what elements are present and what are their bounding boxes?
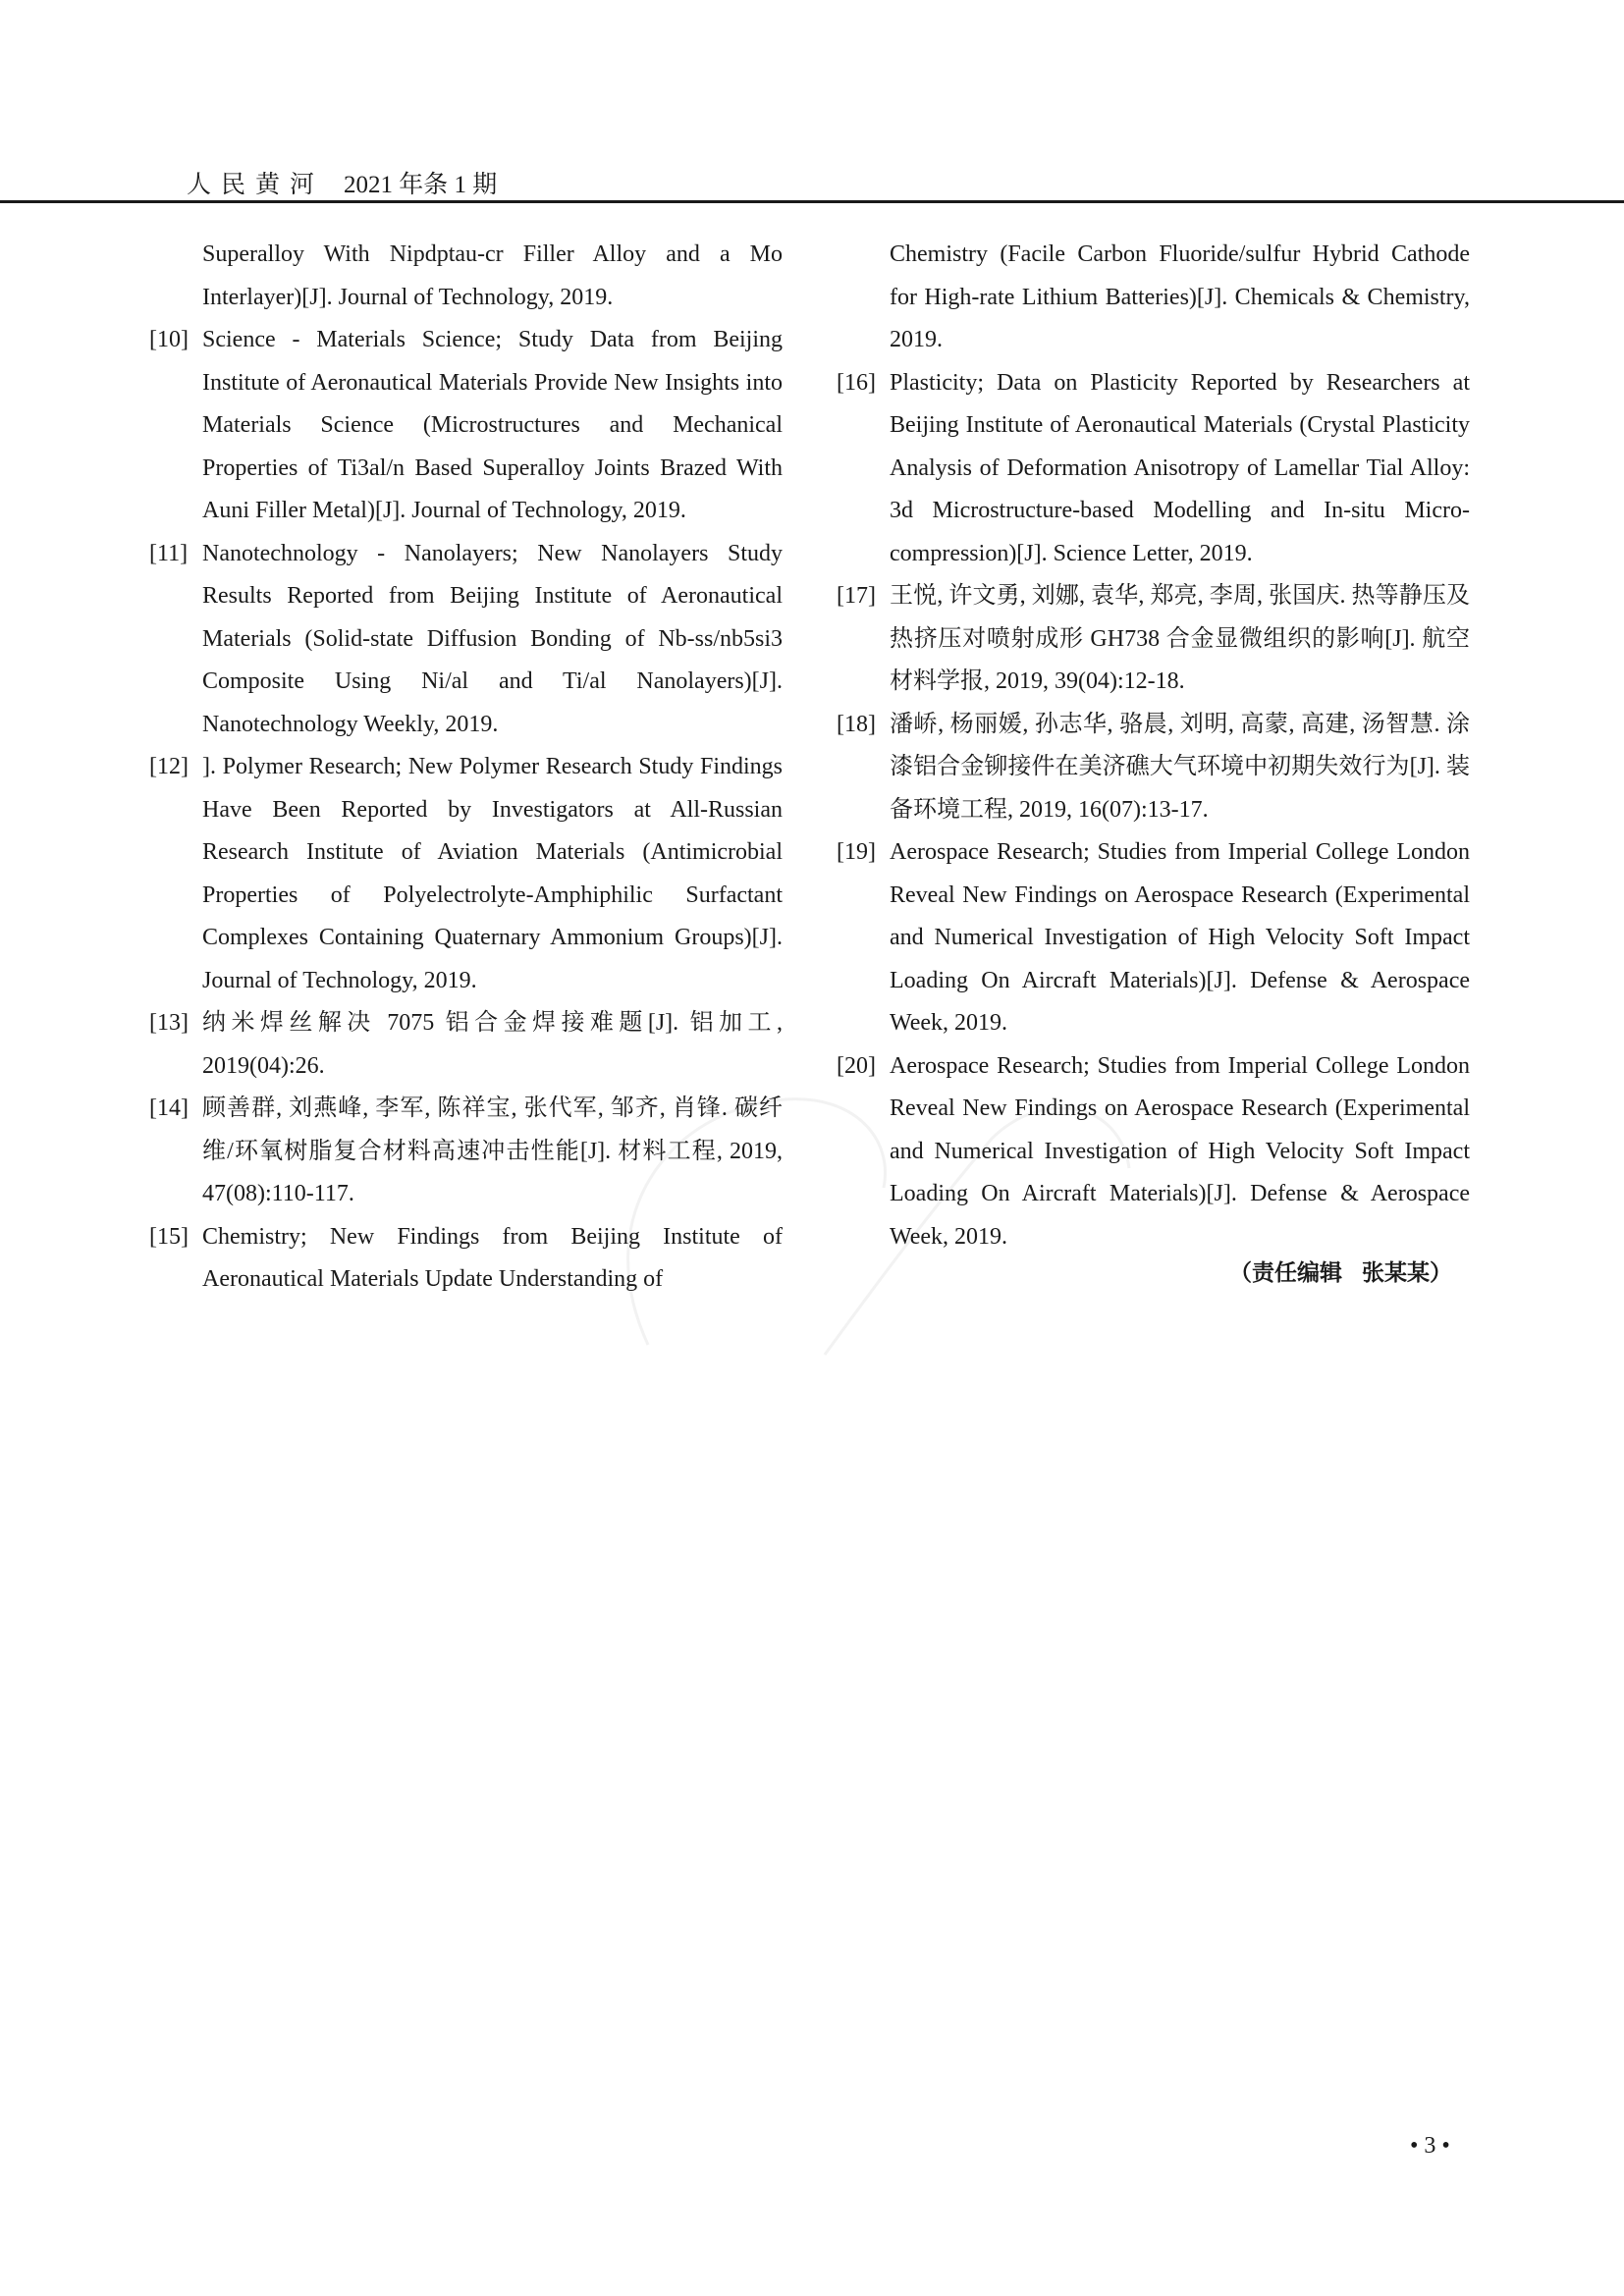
reference-continuation: Superalloy With Nipdptau-cr Filler Alloy and a Mo Interlayer)[J]. Journal of Technology, 2019. bbox=[202, 241, 783, 310]
reference-number: [10] bbox=[149, 327, 189, 352]
reference-text: 顾善群, 刘燕峰, 李军, 陈祥宝, 张代军, 邹齐, 肖锋. 碳纤维/环氧树脂复合材料高速冲击性能[J]. 材料工程, 2019, 47(08):110-117. bbox=[202, 1095, 783, 1206]
editor-label: （责任编辑 bbox=[1229, 1260, 1342, 1286]
reference-column-left bbox=[149, 234, 783, 1302]
reference-number: [15] bbox=[149, 1223, 189, 1250]
reference-text: 潘峤, 杨丽媛, 孙志华, 骆晨, 刘明, 高蒙, 高建, 汤智慧. 涂漆铝合金铆接件在美济礁大气环境中初期失效行为[J]. 装备环境工程, 2019, 16(07):13-17. bbox=[890, 711, 1470, 823]
reference-item bbox=[149, 319, 783, 533]
reference-number: [12] bbox=[149, 754, 189, 779]
editor-name: 张某某） bbox=[1362, 1260, 1452, 1286]
reference-number: [18] bbox=[837, 711, 876, 737]
reference-item bbox=[837, 831, 1470, 1045]
reference-item bbox=[149, 1216, 783, 1302]
reference-number: [11] bbox=[149, 540, 189, 566]
reference-text: Chemistry; New Findings from Beijing Institute of Aeronautical Materials Update Understanding of bbox=[202, 1223, 783, 1292]
reference-item bbox=[837, 1045, 1470, 1259]
reference-number: [14] bbox=[149, 1095, 189, 1121]
reference-text: ]. Polymer Research; New Polymer Research Study Findings Have Been Reported by Investigators at All-Russian Research Institute of Aviation Materials (Antimicrobial Properties of Polyelectrolyte-Amphiphilic Surfactant Complexes Containing Quaternary Ammonium Groups)[J]. Journal of Technology, 2019. bbox=[202, 754, 783, 993]
reference-number: [20] bbox=[837, 1052, 876, 1079]
header-rule bbox=[0, 200, 1624, 203]
issue-label: 2021 年条 1 期 bbox=[344, 172, 498, 198]
reference-item bbox=[149, 746, 783, 1002]
reference-number: [16] bbox=[837, 369, 876, 396]
reference-number: [19] bbox=[837, 839, 876, 865]
reference-text: 王悦, 许文勇, 刘娜, 袁华, 郑亮, 李周, 张国庆. 热等静压及热挤压对喷射成形 GH738 合金显微组织的影响[J]. 航空材料学报, 2019, 39(04):12-18. bbox=[890, 583, 1470, 694]
reference-item bbox=[837, 362, 1470, 576]
reference-text: 纳米焊丝解决 7075 铝合金焊接难题[J]. 铝加工, 2019(04):26. bbox=[202, 1010, 783, 1079]
reference-item bbox=[837, 704, 1470, 832]
reference-text: Nanotechnology - Nanolayers; New Nanolayers Study Results Reported from Beijing Institute of Aeronautical Materials (Solid-state Diffusion Bonding of Nb-ss/nb5si3 Composite Using Ni/al and Ti/al Nanolayers)[J]. Nanotechnology Weekly, 2019. bbox=[202, 540, 783, 737]
reference-column-right bbox=[837, 234, 1470, 1258]
reference-item bbox=[149, 1002, 783, 1088]
page-number: • 3 • bbox=[1410, 2133, 1450, 2159]
reference-item bbox=[149, 1088, 783, 1216]
journal-name: 人民黄河 bbox=[187, 172, 325, 198]
reference-continuation: Chemistry (Facile Carbon Fluoride/sulfur Hybrid Cathode for High-rate Lithium Batteries)[J]. Chemicals & Chemistry, 2019. bbox=[890, 241, 1470, 352]
reference-text: Science - Materials Science; Study Data from Beijing Institute of Aeronautical Materials Provide New Insights into Materials Science (Microstructures and Mechanical Properties of Ti3al/n Based Superalloy Joints Brazed With Auni Filler Metal)[J]. Journal of Technology, 2019. bbox=[202, 327, 783, 523]
reference-item bbox=[837, 575, 1470, 704]
responsible-editor bbox=[1229, 1255, 1452, 1291]
reference-text: Aerospace Research; Studies from Imperial College London Reveal New Findings on Aerospace Research (Experimental and Numerical Investigation of High Velocity Soft Impact Loading On Aircraft Materials)[J]. Defense & Aerospace Week, 2019. bbox=[890, 839, 1470, 1036]
running-header bbox=[0, 169, 1624, 202]
reference-text: Plasticity; Data on Plasticity Reported by Researchers at Beijing Institute of Aeronautical Materials (Crystal Plasticity Analysis of Deformation Anisotropy of Lamellar Tial Alloy: 3d Microstructure-based Modelling and In-situ Micro-compression)[J]. Science Letter, 2019. bbox=[890, 369, 1470, 566]
reference-number: [13] bbox=[149, 1010, 189, 1036]
reference-item bbox=[149, 533, 783, 747]
reference-text: Aerospace Research; Studies from Imperial College London Reveal New Findings on Aerospace Research (Experimental and Numerical Investigation of High Velocity Soft Impact Loading On Aircraft Materials)[J]. Defense & Aerospace Week, 2019. bbox=[890, 1052, 1470, 1250]
reference-number: [17] bbox=[837, 583, 876, 609]
